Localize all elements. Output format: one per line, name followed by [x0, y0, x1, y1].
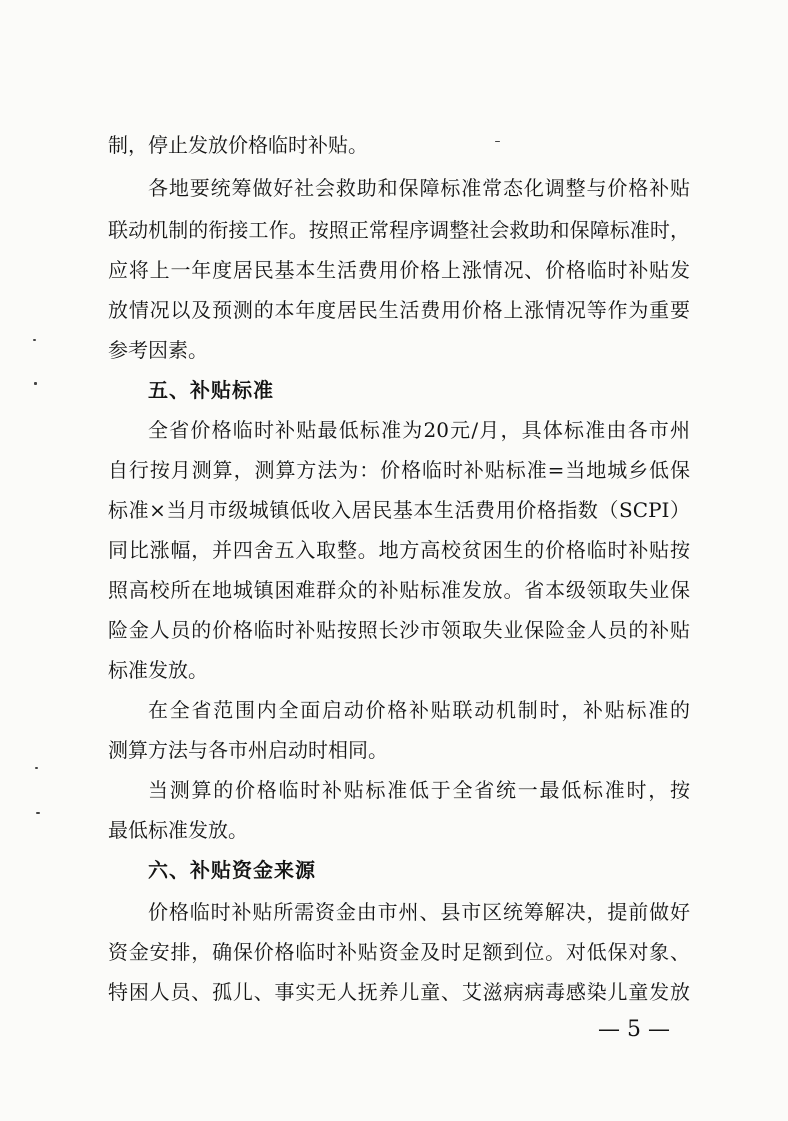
- text-line: 险金人员的价格临时补贴按照长沙市领取失业保险金人员的补贴: [108, 618, 690, 642]
- page-number: — 5 —: [598, 1017, 670, 1042]
- text-line: 最低标准发放。: [108, 818, 248, 842]
- text-line: 联动机制的衔接工作。按照正常程序调整社会救助和保障标准时，: [108, 218, 690, 242]
- scan-speck: [495, 141, 500, 142]
- paragraph-first-line: 各地要统筹做好社会救助和保障标准常态化调整与价格补贴: [148, 176, 690, 200]
- section-heading: 五、补贴标准: [148, 378, 274, 402]
- text-line: 测算方法与各市州启动时相同。: [108, 738, 388, 762]
- section-heading: 六、补贴资金来源: [148, 858, 316, 882]
- paragraph-first-line: 价格临时补贴所需资金由市州、县市区统筹解决，提前做好: [148, 900, 690, 924]
- scan-speck: [34, 382, 37, 385]
- text-line: 放情况以及预测的本年度居民生活费用价格上涨情况等作为重要: [108, 298, 690, 322]
- text-line: 自行按月测算，测算方法为：价格临时补贴标准=当地城乡低保: [108, 458, 690, 482]
- text-line: 应将上一年度居民基本生活费用价格上涨情况、价格临时补贴发: [108, 258, 690, 282]
- paragraph-first-line: 在全省范围内全面启动价格补贴联动机制时，补贴标准的: [148, 698, 690, 722]
- scan-speck: [35, 767, 38, 769]
- text-line: 标准×当月市级城镇低收入居民基本生活费用价格指数（SCPI）: [108, 498, 690, 522]
- text-line: 标准发放。: [108, 658, 208, 682]
- text-line: 特困人员、孤儿、事实无人抚养儿童、艾滋病病毒感染儿童发放: [108, 980, 690, 1004]
- scan-speck: [36, 812, 40, 814]
- text-line: 制，停止发放价格临时补贴。: [108, 133, 368, 157]
- paragraph-first-line: 当测算的价格临时补贴标准低于全省统一最低标准时，按: [148, 778, 690, 802]
- scan-speck: [33, 339, 36, 341]
- paragraph-first-line: 全省价格临时补贴最低标准为20元/月，具体标准由各市州: [148, 418, 690, 442]
- text-line: 照高校所在地城镇困难群众的补贴标准发放。省本级领取失业保: [108, 578, 690, 602]
- text-line: 资金安排，确保价格临时补贴资金及时足额到位。对低保对象、: [108, 940, 690, 964]
- text-line: 同比涨幅，并四舍五入取整。地方高校贫困生的价格临时补贴按: [108, 538, 690, 562]
- text-line: 参考因素。: [108, 338, 208, 362]
